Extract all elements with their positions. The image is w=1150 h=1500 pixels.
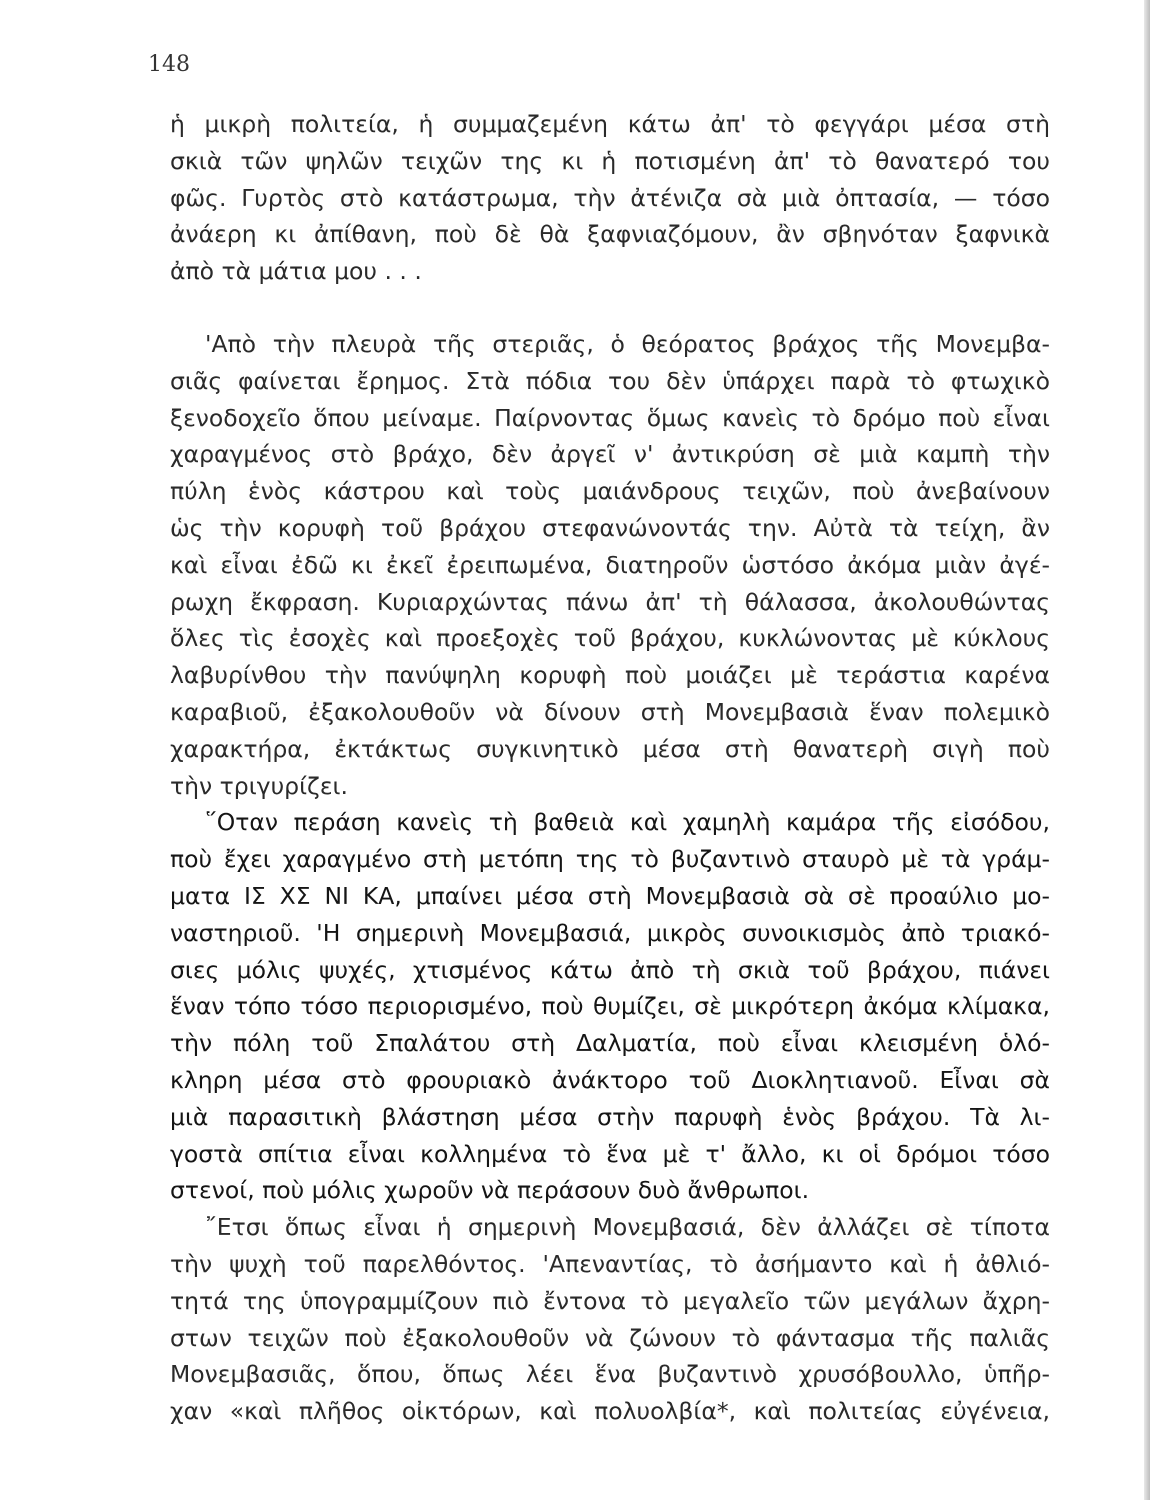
text-line: καὶ εἶναι ἐδῶ κι ἐκεῖ ἐρειπωμένα, διατηροῦν ὡστόσο ἀκόμα μιὰν ἀγέ- [170, 550, 1050, 579]
text-line: πύλη ἑνὸς κάστρου καὶ τοὺς μαιάνδρους τειχῶν, ποὺ ἀνεβαίνουν [170, 477, 1050, 506]
text-line: ὡς τὴν κορυφὴ τοῦ βράχου στεφανώνοντάς την. Αὐτὰ τὰ τείχη, ἂν [170, 513, 1050, 542]
text-line: ῞Οταν περάση κανεὶς τὴ βαθειὰ καὶ χαμηλὴ καμάρα τῆς εἰσόδου, [205, 808, 1050, 837]
text-line: σιες μόλις ψυχές, χτισμένος κάτω ἀπὸ τὴ σκιὰ τοῦ βράχου, πιάνει [170, 955, 1050, 984]
text-line: χαν «καὶ πλῆθος οἰκτόρων, καὶ πολυολβία*, καὶ πολιτείας εὐγένεια, [170, 1397, 1050, 1426]
text-line: 'Απὸ τὴν πλευρὰ τῆς στεριᾶς, ὁ θεόρατος βράχος τῆς Μονεμβα- [205, 330, 1050, 358]
text-line: ἀνάερη κι ἀπίθανη, ποὺ δὲ θὰ ξαφνιαζόμουν, ἂν σβηνόταν ξαφνικὰ [170, 220, 1050, 249]
text-line: γοστὰ σπίτια εἶναι κολλημένα τὸ ἕνα μὲ τ' ἄλλο, κι οἱ δρόμοι τόσο [170, 1139, 1050, 1168]
page-number: 148 [148, 52, 190, 77]
text-line: τὴν τριγυρίζει. [170, 771, 348, 800]
text-line: ναστηριοῦ. 'Η σημερινὴ Μονεμβασιά, μικρὸς συνοικισμὸς ἀπὸ τριακό- [170, 918, 1050, 947]
paragraph-3 [170, 804, 1050, 1209]
text-line: λαβυρίνθου τὴν πανύψηλη κορυφὴ ποὺ μοιάζει μὲ τεράστια καρένα [170, 661, 1050, 690]
paragraph-2 [170, 326, 1050, 804]
text-line: στων τειχῶν ποὺ ἐξακολουθοῦν νὰ ζώνουν τὸ φάντασμα τῆς παλιᾶς [170, 1323, 1050, 1352]
text-line: ποὺ ἔχει χαραγμένο στὴ μετόπη της τὸ βυζαντινὸ σταυρὸ μὲ τὰ γράμ- [170, 845, 1050, 874]
text-line: σκιὰ τῶν ψηλῶν τειχῶν της κι ἡ ποτισμένη ἀπ' τὸ θανατερό του [170, 146, 1050, 175]
text-line: ῎Ετσι ὅπως εἶναι ἡ σημερινὴ Μονεμβασιά, δὲν ἀλλάζει σὲ τίποτα [205, 1213, 1050, 1242]
paragraph-1 [170, 106, 1050, 290]
text-line: τὴν ψυχὴ τοῦ παρελθόντος. 'Απεναντίας, τὸ ἀσήμαντο καὶ ἡ ἀθλιό- [170, 1249, 1050, 1278]
text-line: χαραγμένος στὸ βράχο, δὲν ἀργεῖ ν' ἀντικρύση σὲ μιὰ καμπὴ τὴν [170, 440, 1050, 469]
text-line: ξενοδοχεῖο ὅπου μείναμε. Παίρνοντας ὅμως κανεὶς τὸ δρόμο ποὺ εἶναι [170, 403, 1050, 432]
text-line: κληρη μέσα στὸ φρουριακὸ ἀνάκτορο τοῦ Διοκλητιανοῦ. Εἶναι σὰ [170, 1065, 1050, 1094]
text-line: ματα ΙΣ ΧΣ ΝΙ ΚΑ, μπαίνει μέσα στὴ Μονεμβασιὰ σὰ σὲ προαύλιο μο- [170, 881, 1050, 910]
text-line: ὅλες τὶς ἐσοχὲς καὶ προεξοχὲς τοῦ βράχου, κυκλώνοντας μὲ κύκλους [170, 624, 1050, 653]
body-text [170, 326, 1050, 1430]
text-line: φῶς. Γυρτὸς στὸ κατάστρωμα, τὴν ἀτένιζα σὰ μιὰ ὀπτασία, — τόσο [170, 183, 1050, 212]
text-line: σιᾶς φαίνεται ἔρημος. Στὰ πόδια του δὲν ὑπάρχει παρὰ τὸ φτωχικὸ [170, 366, 1050, 395]
text-line: ἀπὸ τὰ μάτια μου . . . [170, 257, 422, 286]
text-line: ρωχη ἔκφραση. Κυριαρχώντας πάνω ἀπ' τὴ θάλασσα, ἀκολουθώντας [170, 587, 1050, 616]
paragraph-4 [170, 1209, 1050, 1430]
scan-edge [1144, 0, 1150, 1500]
text-line: μιὰ παρασιτικὴ βλάστηση μέσα στὴν παρυφὴ ἑνὸς βράχου. Τὰ λι- [170, 1102, 1050, 1131]
text-line: χαρακτήρα, ἐκτάκτως συγκινητικὸ μέσα στὴ θανατερὴ σιγὴ ποὺ [170, 734, 1050, 763]
text-line: τητά της ὑπογραμμίζουν πιὸ ἔντονα τὸ μεγαλεῖο τῶν μεγάλων ἄχρη- [170, 1286, 1050, 1315]
text-line: ἕναν τόπο τόσο περιορισμένο, ποὺ θυμίζει, σὲ μικρότερη ἀκόμα κλίμακα, [170, 992, 1050, 1021]
text-line: ἡ μικρὴ πολιτεία, ἡ συμμαζεμένη κάτω ἀπ' τὸ φεγγάρι μέσα στὴ [170, 110, 1050, 138]
text-line: καραβιοῦ, ἐξακολουθοῦν νὰ δίνουν στὴ Μονεμβασιὰ ἕναν πολεμικὸ [170, 697, 1050, 726]
text-line: τὴν πόλη τοῦ Σπαλάτου στὴ Δαλματία, ποὺ εἶναι κλεισμένη ὁλό- [170, 1029, 1050, 1058]
text-line: στενοί, ποὺ μόλις χωροῦν νὰ περάσουν δυὸ ἄνθρωποι. [170, 1176, 810, 1205]
text-line: Μονεμβασιᾶς, ὅπου, ὅπως λέει ἕνα βυζαντινὸ χρυσόβουλλο, ὑπῆρ- [170, 1360, 1050, 1389]
